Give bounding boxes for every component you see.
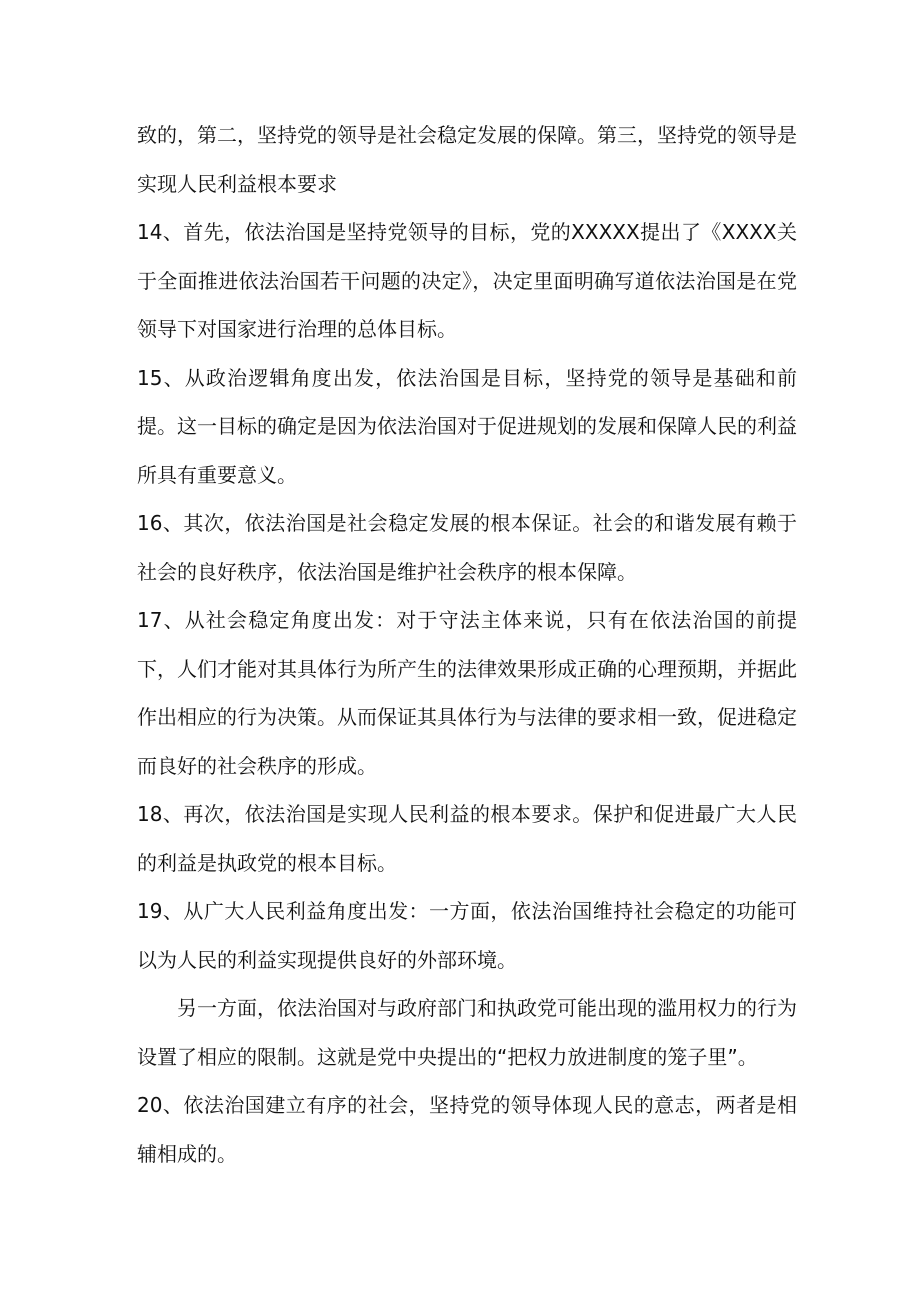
paragraph-20: 20、依法治国建立有序的社会，坚持党的领导体现人民的意志，两者是相辅相成的。 — [137, 1093, 797, 1166]
paragraph-14: 14、首先，依法治国是坚持党领导的目标，党的XXXXX提出了《XXXX关于全面推进依法治国若干问题的决定》，决定里面明确写道依法治国是在党领导下对国家进行治理的总体目标。 — [137, 220, 797, 341]
paragraph-continuation: 致的，第二，坚持党的领导是社会稳定发展的保障。第三，坚持党的领导是实现人民利益根本要求 — [137, 123, 797, 196]
paragraph-19: 19、从广大人民利益角度出发：一方面，依法治国维持社会稳定的功能可以为人民的利益实现提供良好的外部环境。 — [137, 899, 797, 972]
paragraph-16: 16、其次，依法治国是社会稳定发展的根本保证。社会的和谐发展有赖于社会的良好秩序，依法治国是维护社会秩序的根本保障。 — [137, 511, 797, 584]
document-body — [137, 111, 797, 1178]
paragraph-17: 17、从社会稳定角度出发：对于守法主体来说，只有在依法治国的前提下，人们才能对其具体行为所产生的法律效果形成正确的心理预期，并据此作出相应的行为决策。从而保证其具体行为与法律的要求相一致，促进稳定而良好的社会秩序的形成。 — [137, 608, 797, 778]
paragraph-18: 18、再次，依法治国是实现人民利益的根本要求。保护和促进最广大人民的利益是执政党的根本目标。 — [137, 802, 797, 875]
paragraph-15: 15、从政治逻辑角度出发，依法治国是目标，坚持党的领导是基础和前提。这一目标的确定是因为依法治国对于促进规划的发展和保障人民的利益所具有重要意义。 — [137, 365, 797, 487]
paragraph-19-continued: 另一方面，依法治国对与政府部门和执政党可能出现的滥用权力的行为设置了相应的限制。这就是党中央提出的“把权力放进制度的笼子里”。 — [137, 996, 797, 1069]
